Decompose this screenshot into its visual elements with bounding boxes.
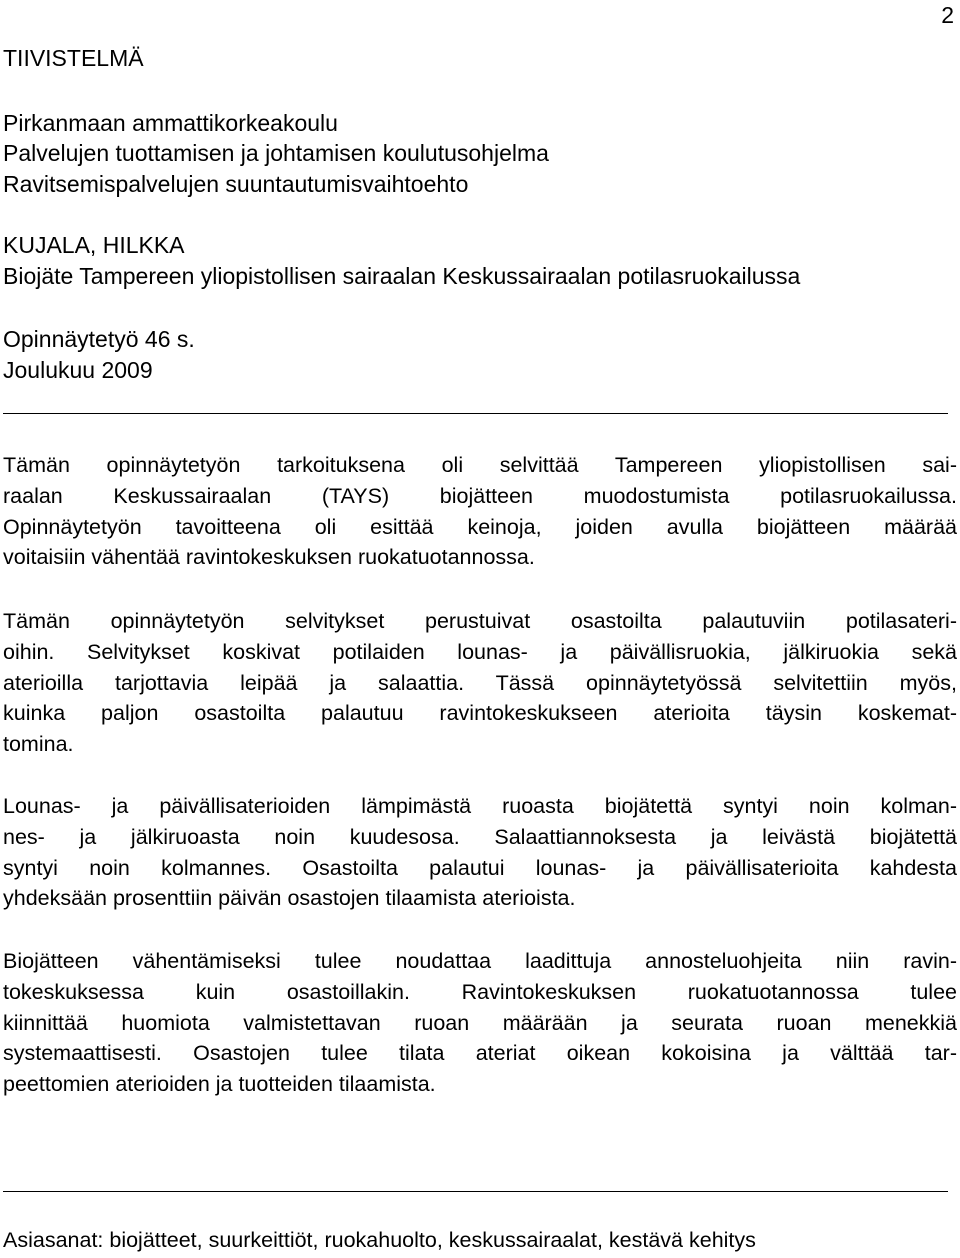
abstract-paragraph-1 [3,450,957,573]
text-line: kuinka paljon osastoilta palautuu ravintokeskukseen aterioita täysin koskemat- [3,701,957,726]
text-line: peettomien aterioiden ja tuotteiden tilaamista. [3,1072,436,1097]
text-line: nes- ja jälkiruoasta noin kuudesosa. Salaattiannoksesta ja leivästä biojätettä [3,824,957,849]
text-line: Biojätteen vähentämiseksi tulee noudattaa laadittuja annosteluohjeita niin ravin- [3,949,957,973]
degree-programme: Palvelujen tuottamisen ja johtamisen koulutusohjelma [3,140,549,166]
abstract-paragraph-2 [3,606,957,760]
institution: Pirkanmaan ammattikorkeakoulu [3,110,338,136]
text-line: Tämän opinnäytetyön tarkoituksena oli selvittää Tampereen yliopistollisen sai- [3,453,957,477]
thesis-pages: Opinnäytetyö 46 s. [3,326,195,352]
text-line: Tämän opinnäytetyön selvitykset perustuivat osastoilta palautuviin potilasateri- [3,609,957,633]
text-line: systemaattisesti. Osastojen tulee tilata ateriat oikean kokoisina ja välttää tar- [3,1041,957,1066]
keywords: Asiasanat: biojätteet, suurkeittiöt, ruokahuolto, keskussairaalat, kestävä kehitys [3,1228,756,1252]
text-line: aterioilla tarjottavia leipää ja salaattia. Tässä opinnäytetyössä selvitettiin myös, [3,670,957,695]
specialization: Ravitsemispalvelujen suuntautumisvaihtoehto [3,171,469,197]
text-line: kiinnittää huomiota valmistettavan ruoan määrään ja seurata ruoan menekkiä [3,1010,957,1035]
text-line: syntyi noin kolmannes. Osastoilta palautui lounas- ja päivällisaterioita kahdesta [3,855,957,880]
text-line: tomina. [3,732,74,757]
text-line: tokeskuksessa kuin osastoillakin. Ravintokeskuksen ruokatuotannossa tulee [3,979,957,1004]
abstract-heading: TIIVISTELMÄ [3,45,144,71]
text-line: Opinnäytetyön tavoitteena oli esittää keinoja, joiden avulla biojätteen määrää [3,514,957,539]
text-line: voitaisiin vähentää ravintokeskuksen ruokatuotannossa. [3,545,535,570]
thesis-date: Joulukuu 2009 [3,357,153,383]
top-divider [3,413,948,414]
text-line: oihin. Selvitykset koskivat potilaiden lounas- ja päivällisruokia, jälkiruokia sekä [3,639,957,664]
text-line: Lounas- ja päivällisaterioiden lämpimästä ruoasta biojätettä syntyi noin kolman- [3,794,957,818]
page-number: 2 [941,2,954,28]
author-name: KUJALA, HILKKA [3,232,185,258]
abstract-paragraph-4 [3,946,957,1100]
text-line: raalan Keskussairaalan (TAYS) biojätteen muodostumista potilasruokailussa. [3,483,957,508]
thesis-title: Biojäte Tampereen yliopistollisen sairaalan Keskussairaalan potilasruokailussa [3,263,801,289]
bottom-divider [3,1191,948,1192]
abstract-paragraph-3 [3,791,957,914]
text-line: yhdeksään prosenttiin päivän osastojen tilaamista aterioista. [3,886,576,911]
